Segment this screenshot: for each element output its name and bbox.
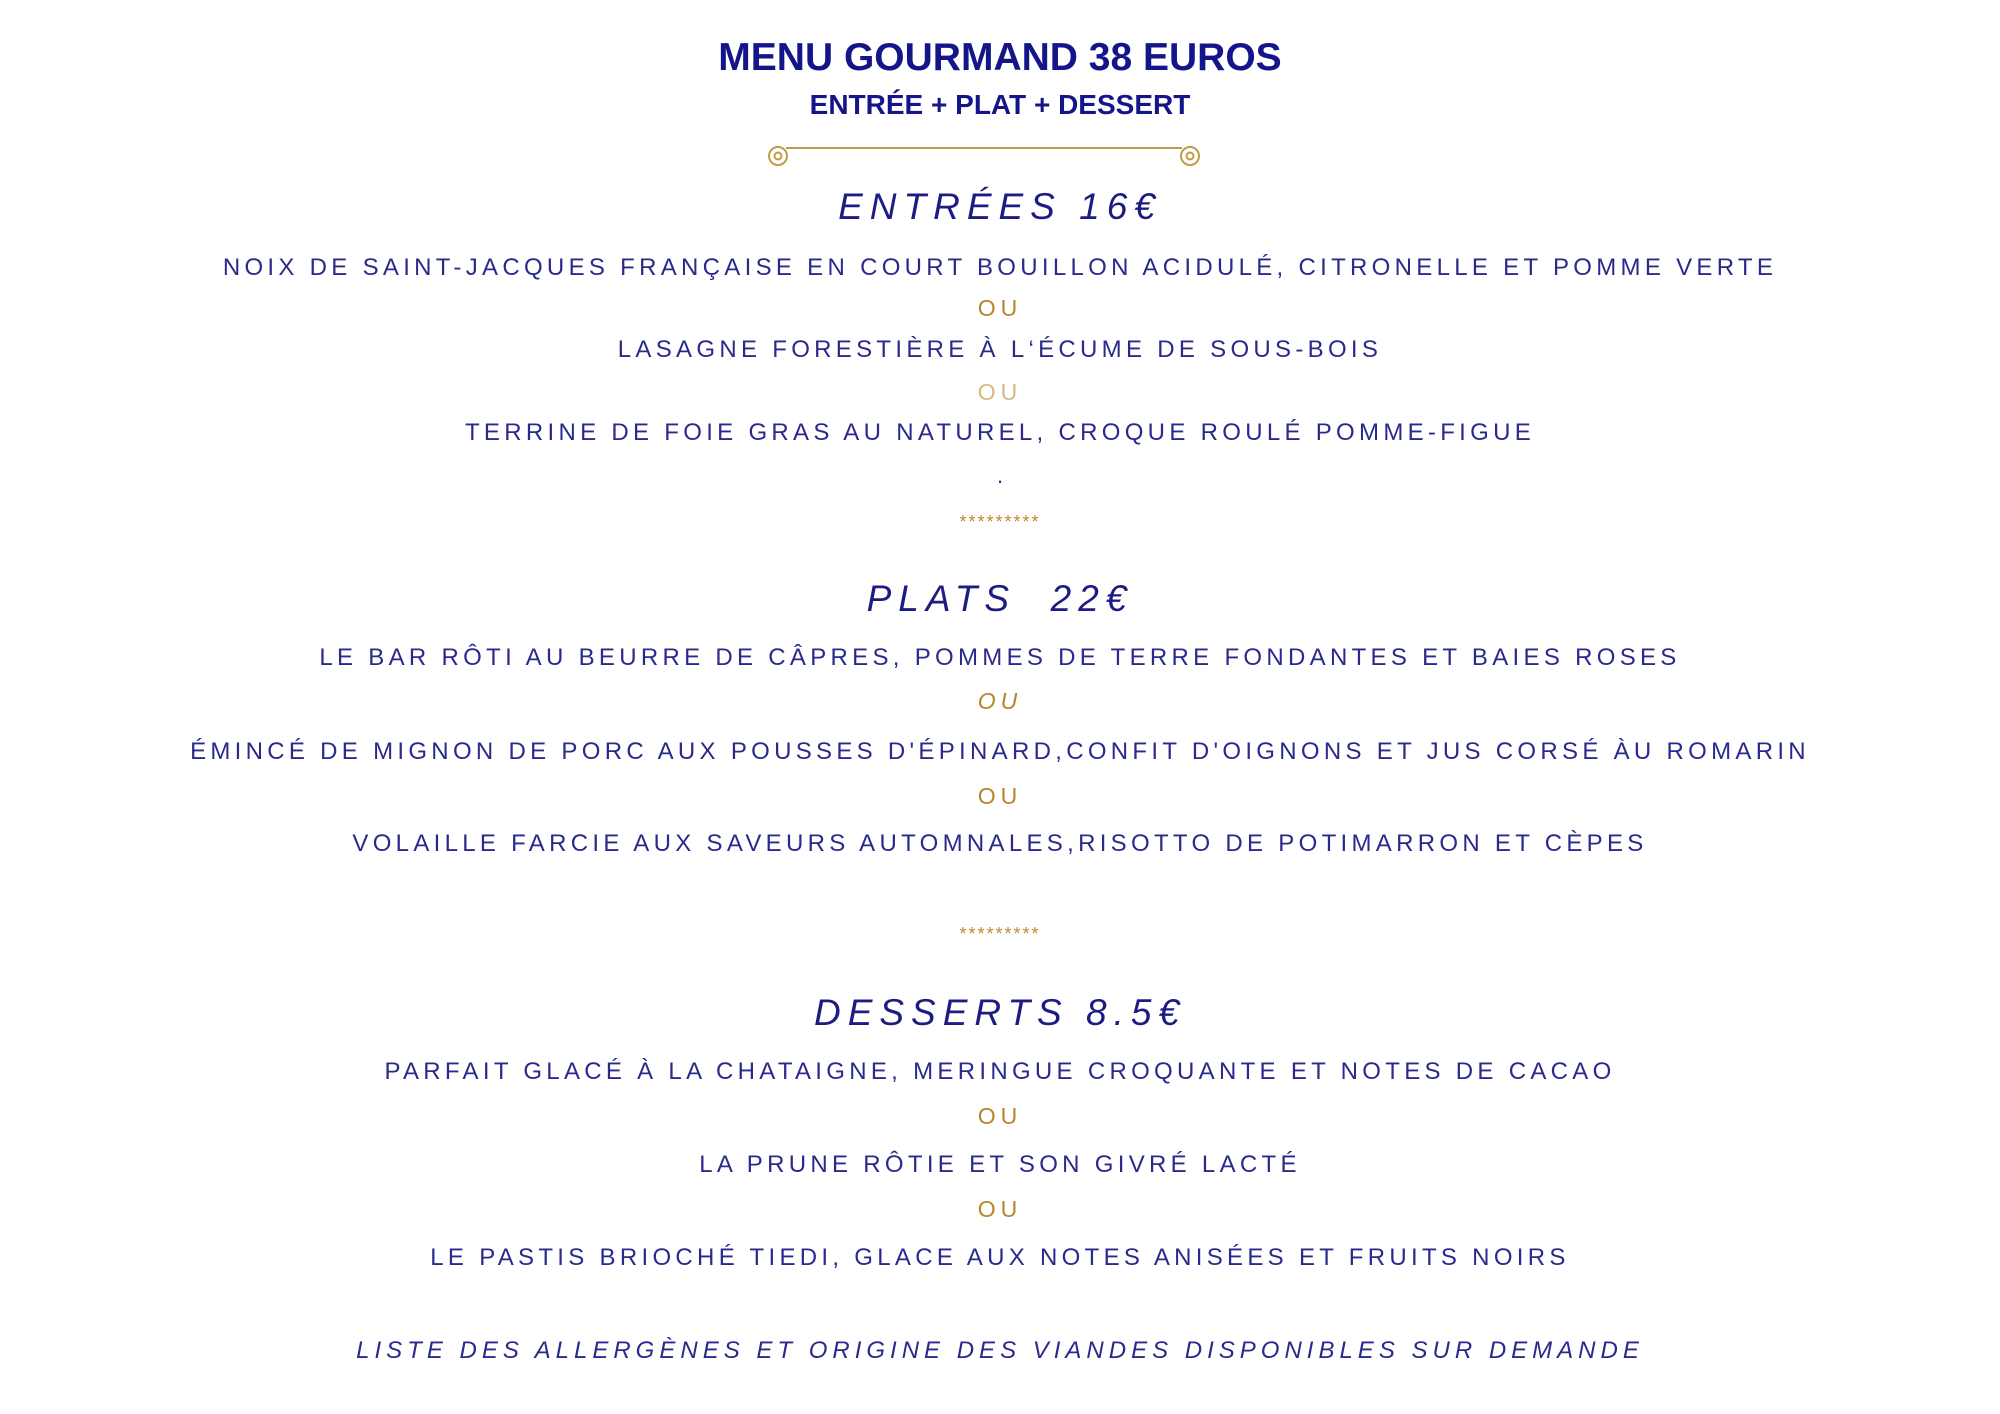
section-heading-plats: PLATS 22€ — [866, 578, 1134, 619]
dessert-item: LA PRUNE RÔTIE ET SON GIVRÉ LACTÉ — [699, 1151, 1301, 1178]
entree-item: NOIX DE SAINT-JACQUES FRANÇAISE EN COURT BOUILLON ACIDULÉ, CITRONELLE ET POMME VERTE — [222, 254, 1778, 281]
plat-item: VOLAILLE FARCIE AUX SAVEURS AUTOMNALES,RISOTTO DE POTIMARRON ET CÈPES — [352, 830, 1648, 857]
plat-item: LE BAR RÔTI AU BEURRE DE CÂPRES, POMMES DE TERRE FONDANTES ET BAIES ROSES — [319, 644, 1681, 671]
or-separator: OU — [977, 688, 1023, 714]
or-separator: OU — [977, 1103, 1023, 1129]
dessert-item: LE PASTIS BRIOCHÉ TIEDI, GLACE AUX NOTES ANISÉES ET FRUITS NOIRS — [430, 1244, 1570, 1271]
dessert-item: PARFAIT GLACÉ À LA CHATAIGNE, MERINGUE CROQUANTE ET NOTES DE CACAO — [384, 1058, 1616, 1085]
section-heading-desserts: DESSERTS 8.5€ — [813, 992, 1187, 1033]
or-separator: OU — [977, 1196, 1023, 1222]
dot-separator: . — [996, 463, 1004, 488]
plat-item: ÉMINCÉ DE MIGNON DE PORC AUX POUSSES D'ÉPINARD,CONFIT D'OIGNONS ET JUS CORSÉ ÀU ROMARIN — [190, 738, 1810, 765]
ornamental-divider — [764, 140, 1204, 170]
stars-separator: ********* — [959, 924, 1041, 944]
menu-title: MENU GOURMAND 38 EUROS — [718, 36, 1282, 79]
menu-subtitle: ENTRÉE + PLAT + DESSERT — [809, 89, 1191, 120]
entree-item: TERRINE DE FOIE GRAS AU NATUREL, CROQUE ROULÉ POMME-FIGUE — [464, 419, 1536, 446]
or-separator: OU — [977, 379, 1023, 405]
entree-item: LASAGNE FORESTIÈRE À L‘ÉCUME DE SOUS-BOIS — [617, 336, 1383, 363]
allergen-note: LISTE DES ALLERGÈNES ET ORIGINE DES VIANDES DISPONIBLES SUR DEMANDE — [356, 1337, 1644, 1364]
stars-separator: ********* — [959, 512, 1041, 532]
section-heading-entrees: ENTRÉES 16€ — [838, 186, 1162, 227]
or-separator: OU — [977, 295, 1023, 321]
or-separator: OU — [977, 783, 1023, 809]
